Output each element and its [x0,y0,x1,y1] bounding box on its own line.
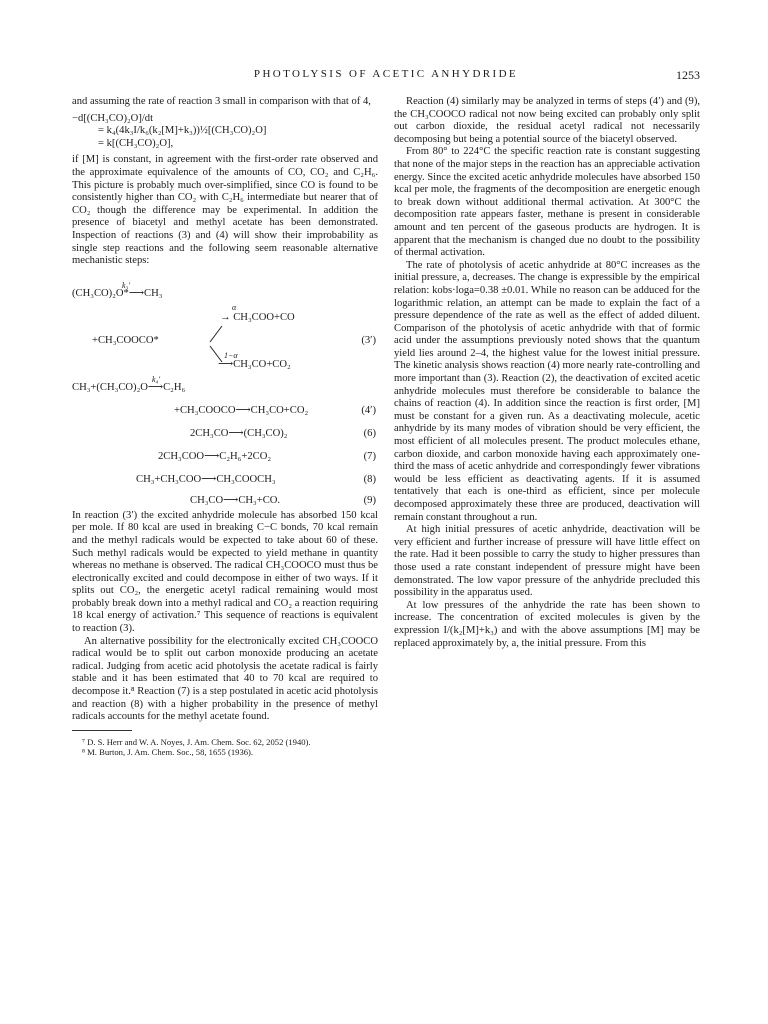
rate-equation-line-1: −d[(CH₃CO)₂O]/dt [72,112,154,124]
rate-equation-line-3: = k[(CH₃CO)₂O], [98,137,174,149]
paragraph-reaction-4-analysis: Reaction (4) similarly may be analyzed in terms of steps (4′) and (9), the CH₃COOCO radical not now being excited can probably only split out carbon dioxide, the residual acetyl radical not necessarily decomposing but being a potential source of the biacetyl observed. [394,96,700,145]
reaction-number-9: (9) [363,494,376,506]
paragraph-first-order: if [M] is constant, in agreement with the first-order rate observed and the approximate equivalence of the amounts of CO, CO₂ and C₂H₆. This picture is probably much over-simplified, since CO is found to be consistently higher than CO₂ with C₂H₆ intermediate but nearer that of CO₂ though the difference may be experimental. In addition the presence of biacetyl and methyl acetate has been demonstrated. Inspection of reactions (3) and (4) will show their improbability as single step reactions and the following seem reasonable alternative mechanistic steps: [72,154,378,267]
right-column [394,96,700,650]
reaction-number-3prime: (3′) [361,334,376,346]
reaction-9: CH₃CO⟶CH₃+CO. [190,494,281,506]
reaction-number-8: (8) [363,473,376,485]
reaction-3prime-lower-branch: ⟶CH₃CO+CO₂ [218,358,291,370]
paragraph-alternative-possibility: An alternative possibility for the electronically excited CH₃COOCO radical would be to split out carbon monoxide producing an acetate radical. Judging from acetic acid photolysis the acetate radical is fairly stable and it has been estimated that 40 to 70 kcal are required to decompose it.⁸ Reaction (7) is a step postulated in acetic acid photolysis and reaction (8) with a higher probability in the presence of methyl radicals accounts for the methyl acetate found. [72,635,378,723]
reaction-4prime-line-1: CH₃+(CH₃CO)₂O⟶C₂H₆ [72,381,186,393]
running-head: PHOTOLYSIS OF ACETIC ANHYDRIDE [253,68,519,80]
page-number: 1253 [676,68,700,82]
rate-equation [72,113,378,151]
page-header [72,68,700,84]
reaction-7: 2CH₃COO⟶C₂H₆+2CO₂ [158,450,272,462]
footnote-8: ⁸ M. Burton, J. Am. Chem. Soc., 58, 1655 (1936). [82,747,254,758]
mechanism-scheme [72,280,378,508]
reaction-3prime-main: (CH₃CO)₂O*⟶CH₃ [72,287,163,299]
rate-constant-k4prime: k₄′ [152,374,161,384]
reaction-8: CH₃+CH₃COO⟶CH₃COOCH₃ [136,473,276,485]
footnote-7: ⁷ D. S. Herr and W. A. Noyes, J. Am. Chem. Soc. 62, 2052 (1940). [82,736,311,747]
one-minus-alpha-label: 1−α [224,350,238,360]
left-column [72,96,378,758]
reaction-number-4prime: (4′) [361,404,376,416]
footnote-rule [72,730,132,731]
paragraph-high-pressure: At high initial pressures of acetic anhydride, deactivation will be very efficient and further increase of pressure will have little effect on the rate. Had it been possible to carry the study to higher pressures than those used a rate constant independent of pressure might have been demonstrated. The low vapor pressure of the anhydride precluded this possibility in the apparatus used. [394,524,700,599]
paragraph-temperature-dependence: From 80° to 224°C the specific reaction rate is constant suggesting that none of the major steps in the reaction has an appreciable activation energy. Since the excited acetic anhydride molecules have absorbed 150 kcal per mole, the fragments of the decomposition are energetic enough to break down without additional thermal activation. At 300°C the decomposition rate appears faster, methane is present in considerable amount and ten percent of the gaseous products are hydrogen. It is apparent that the mechanism is changed due no doubt to the possibility of thermal activation. [394,146,700,259]
rate-constant-k3prime: k₃′ [122,280,131,290]
reaction-4prime-line-2: +CH₃COOCO⟶CH₃CO+CO₂ [174,404,309,416]
rate-equation-line-2: = k₄(4k₃I/k₆(k₂[M]+k₃))½[(CH₃CO)₂O] [98,125,267,137]
footnotes [72,737,378,758]
paragraph-reaction-3prime: In reaction (3′) the excited anhydride molecule has absorbed 150 kcal per mole. If 80 kcal are used in breaking C−C bonds, 70 kcal remain and the methyl radicals would be expected to take about 60 of these. Such methyl radicals would be expected to yield methane in quantity whereas no methane is observed. The radical CH₃COOCO must thus be electronically excited and could decompose in either of two ways. If it splits out CO₂, the energetic acetyl radical remaining would most probably break down into a methyl radical and CO₂ a reaction requiring 18 kcal energy of activation.⁷ This sequence of reactions is equivalent to reaction (3). [72,509,378,635]
paragraph-pressure-dependence: The rate of photolysis of acetic anhydride at 80°C increases as the initial pressure, a, decreases. The change is expressible by the empirical relation: kobs·loga=0.38 ±0.01. While no reason can be adduced for the logarithmic relation, an attempt can be made to explain the fact of a pressure dependence of the rate as well as the effect of added diluent. Comparison of the photolysis of acetic anhydride with that of formic acid under the assumptions previously noted shows that the quantum yield lies around 2–4, the highest value for the lowest initial pressure. The kinetic analysis shows reaction (4) more nearly rate-controlling and more important than (3). Reaction (2), the deactivation of excited acetic anhydride molecules must therefore be considerable to balance the chains of reaction (4). In addition since the reaction is first order, [M] must be constant for a given run. As a deactivating molecule, acetic anhydride by its many modes of vibration should be very efficient, the most efficient of all molecules present. The product molecules ethane, carbon dioxide, and carbon monoxide having each approximately one-third the mass of acetic anhydride and correspondingly fewer vibrations would be less efficient as deactivating agents. If it is assumed tentatively that each is one-third as efficient, since per molecule decomposed approximately these three are produced, deactivation will remain constant throughout a run. [394,259,700,523]
paragraph-intro: and assuming the rate of reaction 3 small in comparison with that of 4, [72,96,371,107]
reaction-number-7: (7) [363,450,376,462]
reaction-6: 2CH₃CO⟶(CH₃CO)₂ [190,427,288,439]
reaction-number-6: (6) [363,427,376,439]
paragraph-low-pressure: At low pressures of the anhydride the rate has been shown to increase. The concentration of excited molecules is given by the expression I/(k₂[M]+k₃) and with the above assumptions [M] may be replaced approximately by, a, the initial pressure. From this [394,599,700,649]
alpha-label: α [232,302,237,312]
reaction-3prime-intermediate: +CH₃COOCO* [92,334,159,346]
reaction-3prime-upper-branch: → CH₃COO+CO [220,311,295,323]
